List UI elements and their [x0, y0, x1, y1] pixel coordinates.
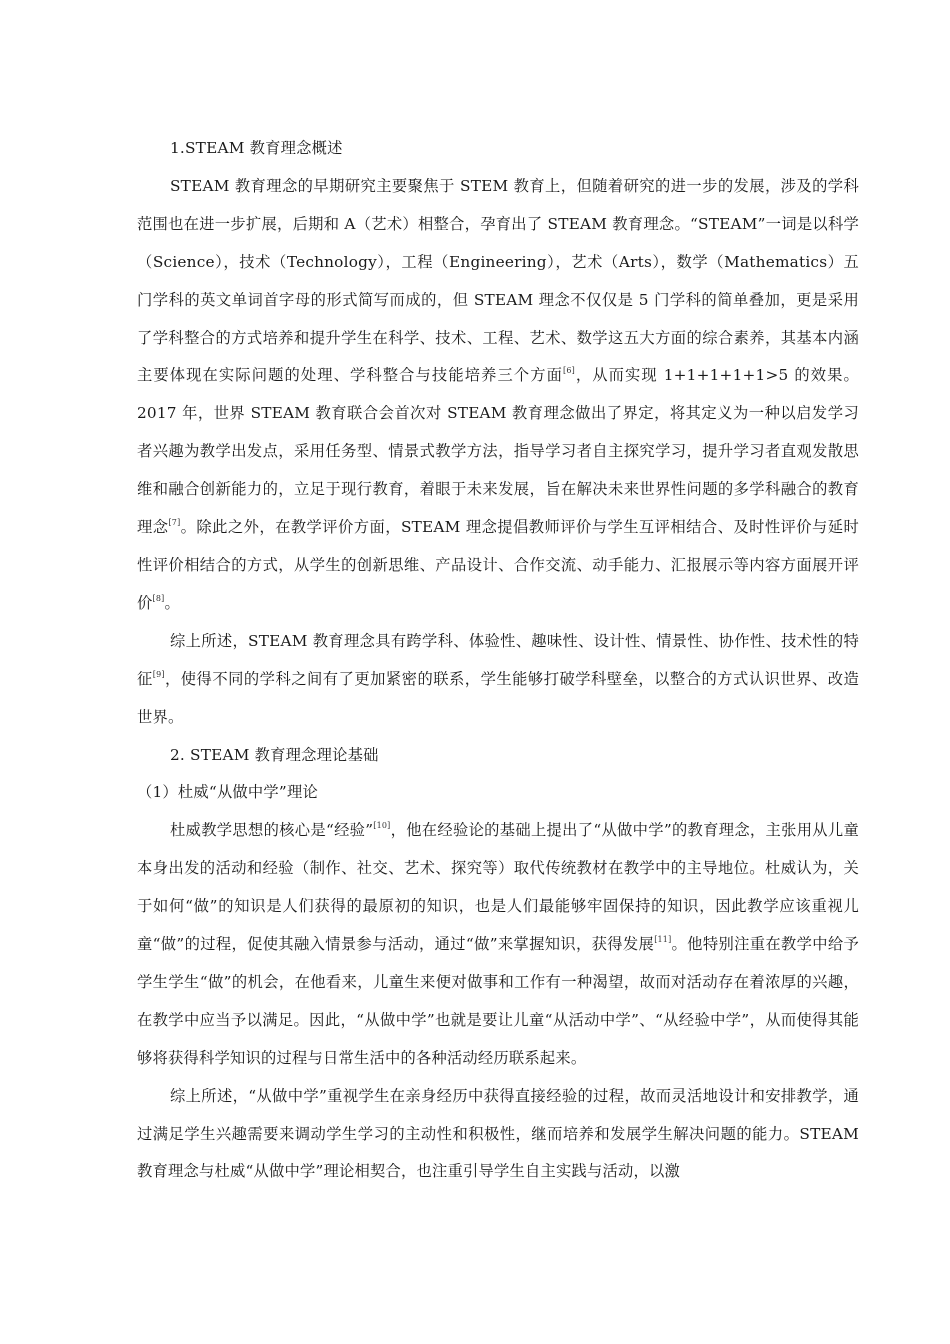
section-heading-2: 2. STEAM 教育理念理论基础 — [170, 745, 379, 764]
section-heading-1: 1.STEAM 教育理念概述 — [170, 139, 343, 157]
paragraph-text: ，他在经验论的基础上提出了“从做中学”的教育理念，主张用从儿童本身出发的活动和经验（制作、社交、艺术、探究等）取代传统教材在教学中的主导地位。杜威认为，关于如何“做”的知识是人们获得的最原初的知识，也是人们最能够牢固保持的知识，因此教学应该重视儿童“做”的过程，促使其融入情景参与活动，通过“做”来掌握知识，获得发展 — [137, 821, 859, 954]
paragraph-text: ，使得不同的学科之间有了更加紧密的联系，学生能够打破学科壁垒，以整合的方式认识世界、改造世界。 — [137, 669, 859, 726]
document-page — [137, 130, 859, 1191]
paragraph-dewey-summary: 综上所述，“从做中学”重视学生在亲身经历中获得直接经验的过程，故而灵活地设计和安排教学，通过满足学生兴趣需要来调动学生学习的主动性和积极性，继而培养和发展学生解决问题的能力。STEAM 教育理念与杜威“从做中学”理论相契合，也注重引导学生自主实践与活动，以激 — [137, 1086, 859, 1181]
citation-marker: [7] — [168, 518, 181, 528]
paragraph-text: STEAM 教育理念的早期研究主要聚焦于 STEM 教育上，但随着研究的进一步的发展，涉及的学科范围也在进一步扩展，后期和 A（艺术）相整合，孕育出了 STEAM 教育理念。“STEAM”一词是以科学（Science），技术（Technology），工程（Engineering），艺术（Arts），数学（Mathematics）五门学科的英文单词首字母的形式简写而成的，但 STEAM 理念不仅仅是 5 门学科的简单叠加，更是采用了学科整合的方式培养和提升学生在科学、技术、工程、艺术、数学这五大方面的综合素养，其基本内涵主要体现在实际问题的处理、学科整合与技能培养三个方面 — [137, 176, 859, 385]
paragraph-steam-summary — [137, 623, 859, 737]
paragraph-text: 杜威教学思想的核心是“经验” — [170, 821, 374, 840]
paragraph-text: 综上所述，STEAM 教育理念具有跨学科、体验性、趣味性、设计性、情景性、协作性、技术性的特征 — [137, 631, 859, 688]
subsection-heading-1: （1）杜威“从做中学”理论 — [137, 783, 318, 802]
citation-marker: [10] — [373, 821, 391, 831]
citation-marker: [8] — [152, 593, 165, 603]
citation-marker: [11] — [654, 935, 672, 945]
paragraph-text: 。 — [164, 593, 180, 612]
citation-marker: [6] — [563, 366, 575, 376]
paragraph-text: 。他特别注重在教学中给予学生学生“做”的机会，在他看来，儿童生来便对做事和工作有一种渴望，故而对活动存在着浓厚的兴趣，在教学中应当予以满足。因此，“从做中学”也就是要让儿童“从活动中学”、“从经验中学”，从而使得其能够将获得科学知识的过程与日常生活中的各种活动经历联系起来。 — [137, 935, 859, 1067]
citation-marker: [9] — [152, 669, 165, 679]
paragraph-steam-overview — [137, 168, 859, 623]
paragraph-text: ，从而实现 1+1+1+1+1>5 的效果。2017 年，世界 STEAM 教育联合会首次对 STEAM 教育理念做出了界定，将其定义为一种以启发学习者兴趣为教学出发点，采用任务型、情景式教学方法，指导学习者自主探究学习，提升学习者直观发散思维和融合创新能力的，立足于现行教育，着眼于未来发展，旨在解决未来世界性问题的多学科融合的教育理念 — [137, 366, 859, 537]
paragraph-dewey-theory — [137, 812, 859, 1077]
paragraph-text: 。除此之外，在教学评价方面，STEAM 理念提倡教师评价与学生互评相结合、及时性评价与延时性评价相结合的方式，从学生的创新思维、产品设计、合作交流、动手能力、汇报展示等内容方面展开评价 — [137, 518, 859, 612]
